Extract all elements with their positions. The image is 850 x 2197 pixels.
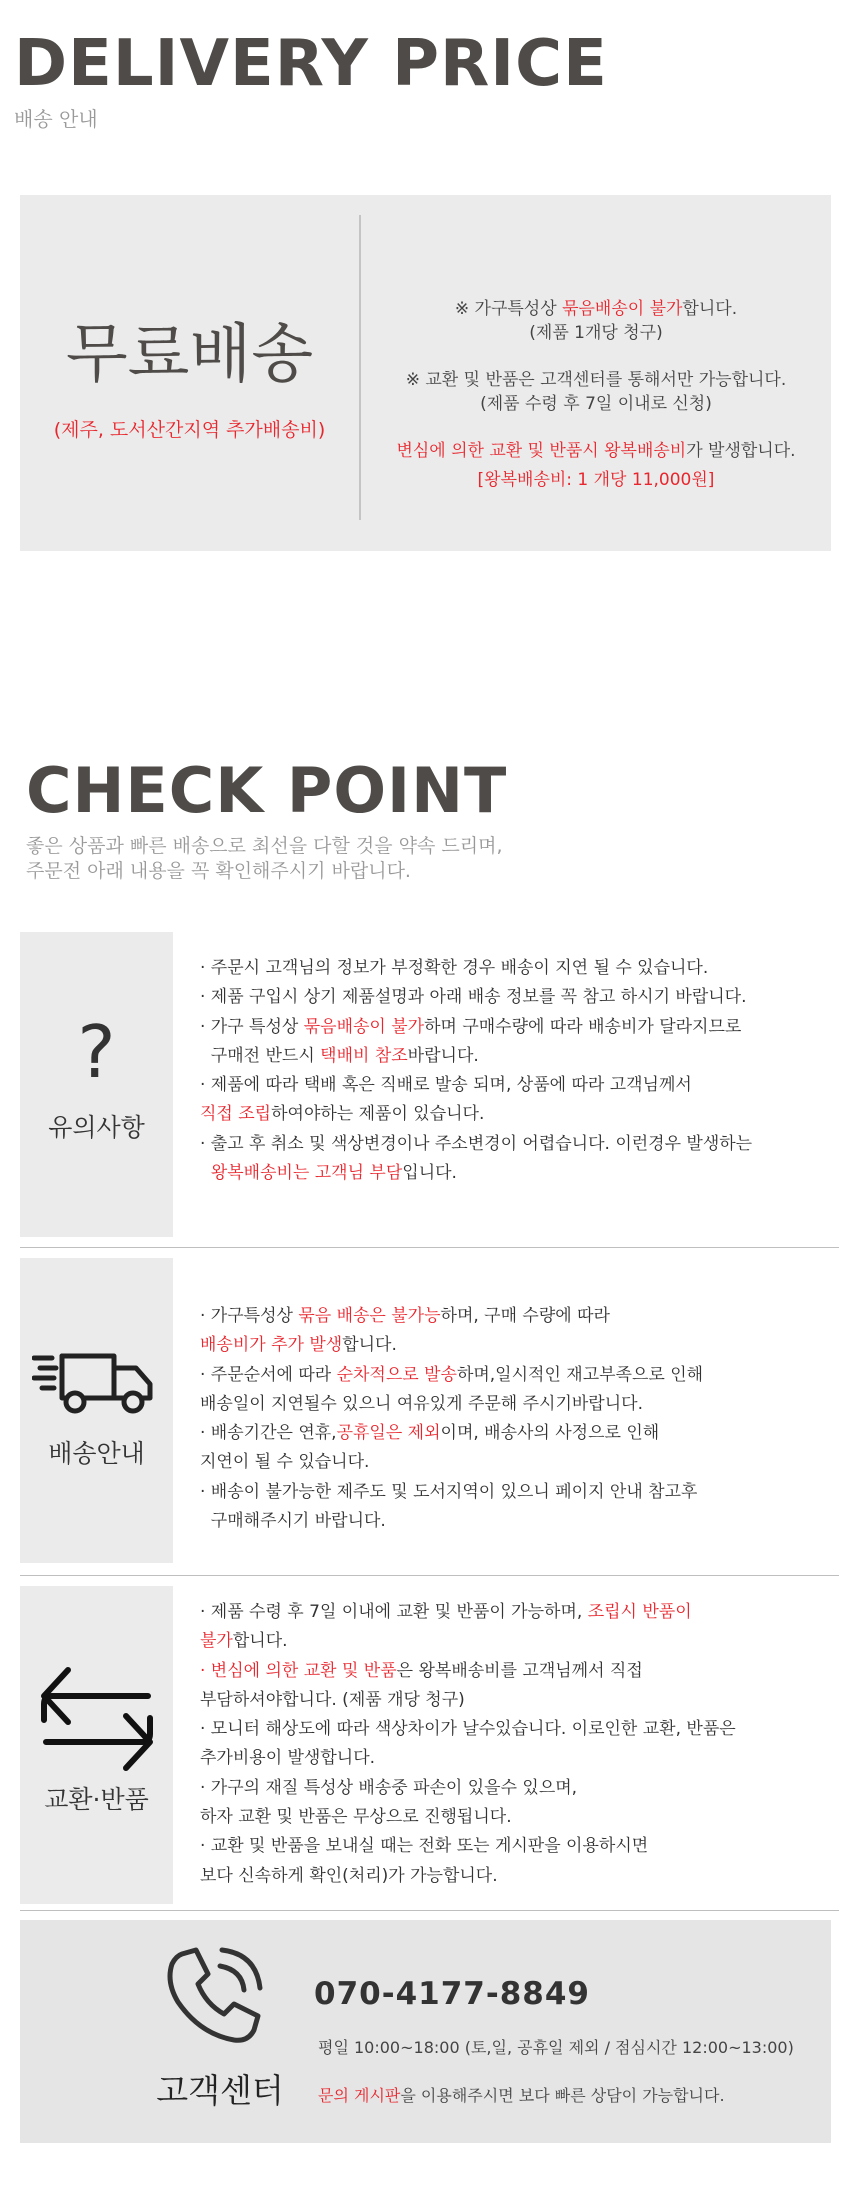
customer-center-label: 고객센터	[156, 2071, 284, 2110]
shipping-line: · 주문순서에 따라 순차적으로 발송하며,일시적인 재고부족으로 인해	[200, 1364, 704, 1385]
inquiry-board-link[interactable]: 문의 게시판	[318, 2086, 401, 2105]
exchange-icon-panel	[20, 1586, 173, 1904]
exchange-line: · 제품 수령 후 7일 이내에 교환 및 반품이 가능하며, 조립시 반품이	[200, 1602, 692, 1622]
notice-line: · 출고 후 취소 및 색상변경이나 주소변경이 어렵습니다. 이런경우 발생하는	[200, 1133, 753, 1154]
delivery-info-panel	[20, 195, 831, 551]
exchange-line: · 교환 및 반품을 보내실 때는 전화 또는 게시판을 이용하시면	[200, 1836, 649, 1857]
shipping-section	[20, 1258, 839, 1563]
customer-center-board-note: 문의 게시판을 이용해주시면 보다 빠른 상담이 가능합니다.	[318, 2086, 725, 2105]
question-mark-icon: ?	[77, 1010, 116, 1094]
section-divider	[20, 1247, 839, 1248]
free-shipping-heading: 무료배송	[65, 318, 314, 392]
exchange-section	[20, 1586, 839, 1904]
shipping-line: 구매해주시기 바랍니다.	[200, 1511, 386, 1532]
delivery-line: (제품 1개당 청구)	[529, 323, 663, 343]
check-point-title: CHECK POINT	[26, 754, 508, 827]
exchange-line: 추가비용이 발생합니다.	[200, 1748, 376, 1769]
notice-line: · 가구 특성상 묶음배송이 불가하며 구매수량에 따라 배송비가 달라지므로	[200, 1016, 742, 1037]
customer-center-hours: 평일 10:00~18:00 (토,일, 공휴일 제외 / 점심시간 12:00~13:00)	[318, 2038, 794, 2057]
exchange-line: · 가구의 재질 특성상 배송중 파손이 있을수 있으며,	[200, 1777, 578, 1798]
exchange-line: 하자 교환 및 반품은 무상으로 진행됩니다.	[200, 1807, 512, 1828]
delivery-line: ※ 가구특성상 묶음배송이 불가합니다.	[454, 299, 738, 319]
notice-line: · 제품 구입시 상기 제품설명과 아래 배송 정보를 꼭 참고 하시기 바랍니다.	[200, 987, 747, 1008]
notice-section	[20, 932, 839, 1237]
notice-line: 구매전 반드시 택배비 참조바랍니다.	[200, 1045, 479, 1066]
shipping-line: · 가구특성상 묶음 배송은 불가능하며, 구매 수량에 따라	[200, 1306, 610, 1326]
delivery-line: 변심에 의한 교환 및 반품시 왕복배송비가 발생합니다.	[396, 441, 796, 461]
notice-line: 직접 조립하여야하는 제품이 있습니다.	[200, 1104, 485, 1125]
exchange-arrows-icon	[38, 1664, 156, 1774]
notice-icon-panel	[20, 932, 173, 1237]
exchange-line: 불가합니다.	[200, 1631, 288, 1652]
shipping-line: 배송비가 추가 발생합니다.	[200, 1335, 397, 1356]
exchange-text	[200, 1598, 736, 1891]
delivery-price-title: DELIVERY PRICE	[14, 27, 608, 101]
delivery-truck-icon	[32, 1348, 162, 1418]
shipping-line: · 배송이 불가능한 제주도 및 도서지역이 있으니 페이지 안내 참고후	[200, 1481, 698, 1502]
customer-center-panel	[20, 1920, 831, 2143]
notice-line: · 제품에 따라 택배 혹은 직배로 발송 되며, 상품에 따라 고객님께서	[200, 1075, 692, 1096]
shipping-text	[200, 1302, 703, 1536]
notice-line: · 주문시 고객님의 정보가 부정확한 경우 배송이 지연 될 수 있습니다.	[200, 958, 709, 978]
section-divider	[20, 1910, 839, 1911]
delivery-line: ※ 교환 및 반품은 고객센터를 통해서만 가능합니다.	[405, 370, 787, 390]
shipping-line: · 배송기간은 연휴,공휴일은 제외이며, 배송사의 사정으로 인해	[200, 1423, 660, 1444]
check-point-subtitle: 좋은 상품과 빠른 배송으로 최선을 다할 것을 약속 드리며, 주문전 아래 내용을 꼭 확인해주시기 바랍니다.	[26, 835, 503, 882]
delivery-price-subtitle: 배송 안내	[14, 107, 98, 131]
notice-label: 유의사항	[48, 1113, 145, 1142]
delivery-line: (제품 수령 후 7일 이내로 신청)	[480, 394, 712, 414]
phone-icon	[160, 1940, 272, 2052]
notice-line: 왕복배송비는 고객님 부담입니다.	[210, 1163, 457, 1184]
extra-shipping-note: (제주, 도서산간지역 추가배송비)	[53, 419, 326, 441]
exchange-line: 부담하셔야합니다. (제품 개당 청구)	[200, 1689, 465, 1710]
shipping-line: 지연이 될 수 있습니다.	[200, 1452, 370, 1473]
notice-text	[200, 954, 752, 1188]
exchange-line: 보다 신속하게 확인(처리)가 가능합니다.	[200, 1865, 498, 1886]
section-divider	[20, 1575, 839, 1576]
exchange-label: 교환·반품	[44, 1785, 149, 1814]
shipping-line: 배송일이 지연될수 있으니 여유있게 주문해 주시기바랍니다.	[200, 1393, 643, 1414]
exchange-line: · 변심에 의한 교환 및 반품은 왕복배송비를 고객님께서 직접	[200, 1660, 643, 1681]
shipping-label: 배송안내	[48, 1439, 145, 1468]
customer-center-phone[interactable]: 070-4177-8849	[314, 1976, 591, 2012]
delivery-line: [왕복배송비: 1 개당 11,000원]	[477, 470, 715, 490]
shipping-icon-panel	[20, 1258, 173, 1563]
exchange-line: · 모니터 해상도에 따라 색상차이가 날수있습니다. 이로인한 교환, 반품은	[200, 1719, 736, 1740]
